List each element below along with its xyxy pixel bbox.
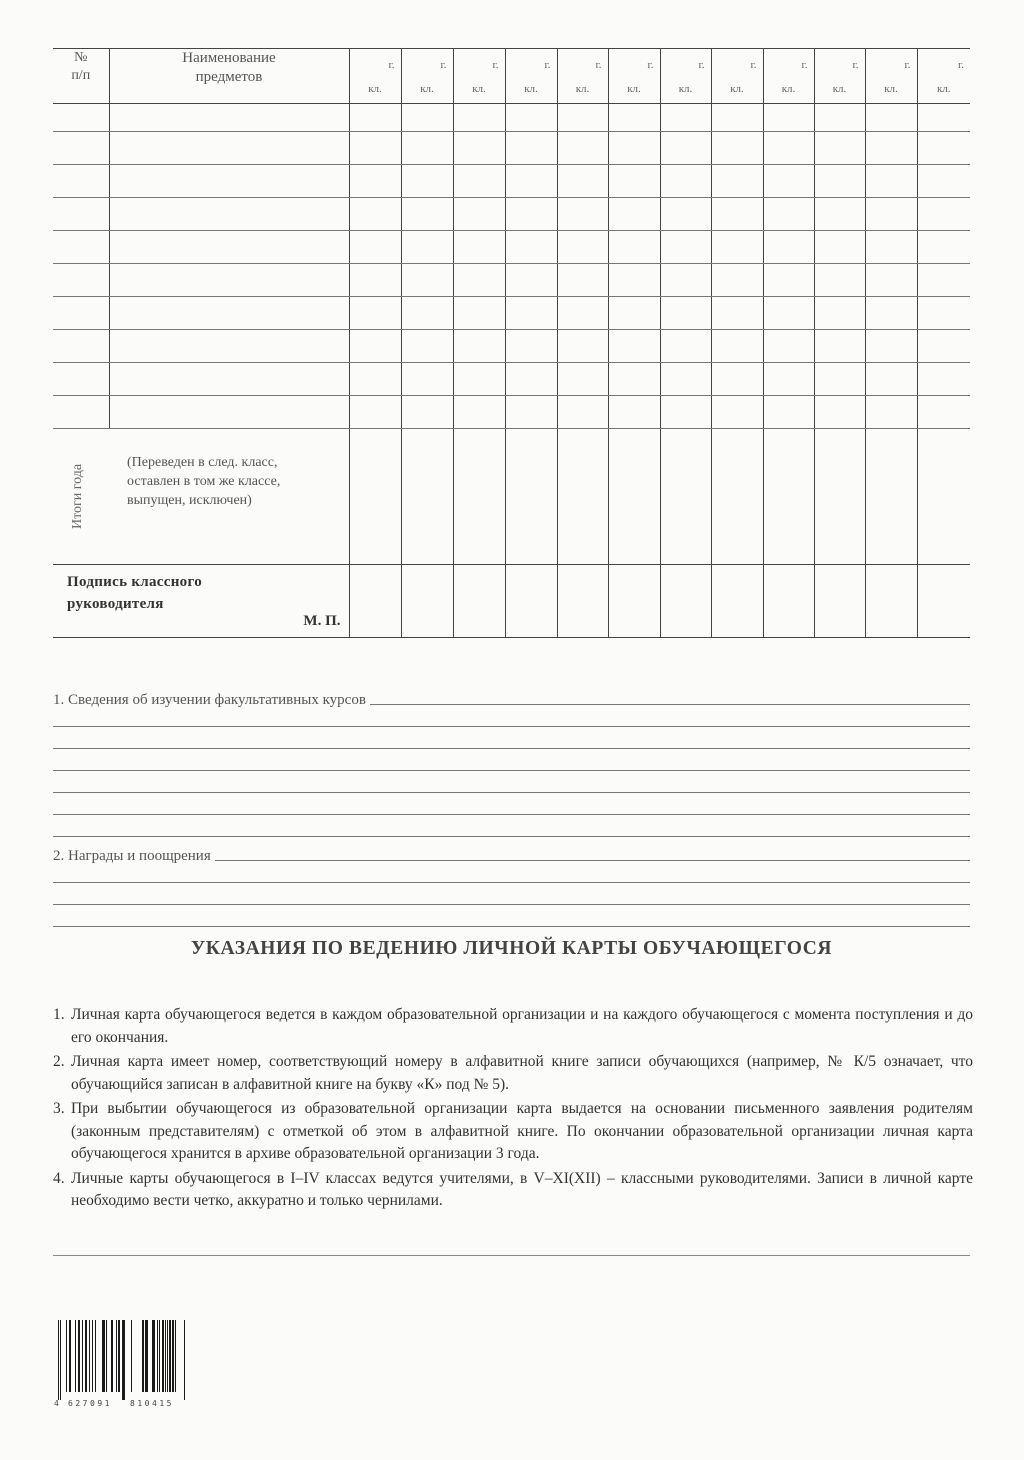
- grade-cell[interactable]: [505, 264, 557, 297]
- grade-cell[interactable]: [865, 396, 917, 429]
- header-year-column: [763, 49, 814, 104]
- grade-cell[interactable]: [660, 330, 711, 363]
- fill-line: [53, 749, 970, 771]
- instruction-number: 2.: [53, 1053, 65, 1070]
- header-year-column: [505, 49, 557, 104]
- grade-cell[interactable]: [401, 198, 453, 231]
- grade-cell[interactable]: [557, 231, 608, 264]
- grade-cell[interactable]: [711, 231, 763, 264]
- table-row: [53, 264, 970, 297]
- grade-cell[interactable]: [401, 396, 453, 429]
- grade-cell[interactable]: [453, 330, 505, 363]
- class-label: кл.: [420, 83, 434, 95]
- fill-line: [53, 905, 970, 927]
- grade-cell[interactable]: [763, 363, 814, 396]
- grade-cell[interactable]: [660, 231, 711, 264]
- grade-cell[interactable]: [557, 297, 608, 330]
- grade-cell[interactable]: [917, 297, 970, 330]
- grade-cell[interactable]: [349, 165, 401, 198]
- grade-cell[interactable]: [608, 396, 660, 429]
- barcode-digits: 627091: [68, 1399, 112, 1408]
- instruction-text: Личные карты обучающегося в I–IV классах ведутся учителями, в V–XI(XII) – классными руководителями. Записи в личной карте необходимо вести четко, аккуратно и только чернилами.: [71, 1169, 973, 1209]
- instruction-text: Личная карта имеет номер, соответствующий номеру в алфавитной книге записи обучающихся (например, № К/5 означает, что обучающийся записан в алфавитной книге на букву «К» под № 5).: [71, 1053, 973, 1093]
- year-label: г.: [440, 59, 447, 71]
- grade-cell[interactable]: [349, 132, 401, 165]
- grade-cell[interactable]: [763, 396, 814, 429]
- grade-cell[interactable]: [763, 198, 814, 231]
- grade-cell[interactable]: [557, 363, 608, 396]
- table-row: [53, 198, 970, 231]
- grade-cell[interactable]: [349, 231, 401, 264]
- itogi-grade-cell[interactable]: [557, 429, 608, 565]
- row-number-cell[interactable]: [53, 396, 109, 429]
- year-label: г.: [698, 59, 705, 71]
- class-label: кл.: [575, 83, 590, 95]
- grade-cell[interactable]: [814, 104, 865, 132]
- year-label: г.: [904, 59, 911, 71]
- itogi-note: (Переведен в след. класс, оставлен в том же классе, выпущен, исключен): [127, 455, 281, 508]
- header-year-column: [660, 49, 711, 104]
- subject-cell[interactable]: [109, 132, 349, 165]
- grade-cell[interactable]: [711, 104, 763, 132]
- subject-cell[interactable]: [109, 104, 349, 132]
- awards-label: 2. Награды и поощрения: [53, 848, 211, 864]
- grade-cell[interactable]: [660, 132, 711, 165]
- signature-label-line1: Подпись классного: [67, 574, 203, 590]
- grade-cell[interactable]: [557, 198, 608, 231]
- row-number-cell[interactable]: [53, 264, 109, 297]
- grade-cell[interactable]: [608, 330, 660, 363]
- itogi-cell: [53, 429, 349, 565]
- grade-cell[interactable]: [763, 132, 814, 165]
- grade-cell[interactable]: [917, 165, 970, 198]
- year-label: г.: [492, 59, 499, 71]
- grade-cell[interactable]: [453, 198, 505, 231]
- grade-cell[interactable]: [814, 231, 865, 264]
- grade-cell[interactable]: [505, 198, 557, 231]
- section-optional-courses: [53, 684, 970, 837]
- header-year-column: [608, 49, 660, 104]
- instructions-title: УКАЗАНИЯ ПО ВЕДЕНИЮ ЛИЧНОЙ КАРТЫ ОБУЧАЮЩЕГОСЯ: [190, 938, 833, 959]
- grade-cell[interactable]: [401, 264, 453, 297]
- grade-cell[interactable]: [763, 264, 814, 297]
- grade-cell[interactable]: [917, 132, 970, 165]
- grade-cell[interactable]: [401, 330, 453, 363]
- grade-cell[interactable]: [401, 165, 453, 198]
- grade-cell[interactable]: [917, 330, 970, 363]
- instruction-text: Личная карта обучающегося ведется в каждом образовательной организации и на каждого обучающегося с момента поступления и до его окончания.: [71, 1006, 973, 1046]
- year-label: г.: [595, 59, 602, 71]
- grade-cell[interactable]: [814, 198, 865, 231]
- year-label: г.: [957, 59, 964, 71]
- grade-cell[interactable]: [453, 132, 505, 165]
- instruction-text: При выбытии обучающегося из образовательной организации карта выдается на основании письменного заявления родителям (законным представителям) с отметкой об этом в алфавитной книге. По окончании образовательной организации личная карта обучающегося хранится в архиве образовательной организации 3 года.: [71, 1100, 973, 1162]
- grades-table: [53, 48, 970, 638]
- table-header-row: [53, 49, 970, 104]
- year-label: г.: [750, 59, 757, 71]
- signature-grade-cell[interactable]: [557, 565, 608, 638]
- grade-cell[interactable]: [608, 264, 660, 297]
- grade-cell[interactable]: [763, 104, 814, 132]
- table-row: [53, 363, 970, 396]
- subject-cell[interactable]: [109, 198, 349, 231]
- year-label: г.: [544, 59, 551, 71]
- grade-cell[interactable]: [865, 165, 917, 198]
- grade-cell[interactable]: [608, 198, 660, 231]
- grade-cell[interactable]: [814, 297, 865, 330]
- header-number: [53, 49, 109, 104]
- table-row: [53, 104, 970, 132]
- class-label: кл.: [368, 83, 382, 95]
- grade-cell[interactable]: [865, 132, 917, 165]
- signature-grade-cell[interactable]: [711, 565, 763, 638]
- grade-cell[interactable]: [917, 363, 970, 396]
- grade-cell[interactable]: [711, 165, 763, 198]
- row-number-cell[interactable]: [53, 231, 109, 264]
- row-number-cell[interactable]: [53, 363, 109, 396]
- signature-grade-cell[interactable]: [917, 565, 970, 638]
- grade-cell[interactable]: [814, 330, 865, 363]
- itogi-grade-cell[interactable]: [711, 429, 763, 565]
- grade-cell[interactable]: [349, 330, 401, 363]
- header-number-line1: №: [74, 50, 88, 65]
- grade-cell[interactable]: [917, 396, 970, 429]
- grade-cell[interactable]: [453, 363, 505, 396]
- class-label: кл.: [472, 83, 486, 95]
- itogi-grade-cell[interactable]: [763, 429, 814, 565]
- year-label: г.: [647, 59, 654, 71]
- grade-cell[interactable]: [505, 396, 557, 429]
- grades-table-wrap: [53, 48, 970, 638]
- grade-cell[interactable]: [349, 396, 401, 429]
- grade-cell[interactable]: [349, 104, 401, 132]
- grade-cell[interactable]: [917, 198, 970, 231]
- grade-cell[interactable]: [557, 264, 608, 297]
- grade-cell[interactable]: [557, 396, 608, 429]
- class-label: кл.: [884, 83, 898, 95]
- grade-cell[interactable]: [608, 132, 660, 165]
- class-label: кл.: [627, 83, 641, 95]
- instruction-item: [53, 1051, 973, 1096]
- itogi-grade-cell[interactable]: [349, 429, 401, 565]
- barcode-digits: 4: [54, 1399, 62, 1408]
- grade-cell[interactable]: [711, 363, 763, 396]
- itogi-grade-cell[interactable]: [865, 429, 917, 565]
- table-row: [53, 330, 970, 363]
- table-row: [53, 297, 970, 330]
- header-year-column: [557, 49, 608, 104]
- subject-cell[interactable]: [109, 231, 349, 264]
- instruction-number: 4.: [53, 1169, 65, 1187]
- table-row: [53, 231, 970, 264]
- signature-cell: [53, 565, 349, 638]
- grade-cell[interactable]: [505, 231, 557, 264]
- class-label: кл.: [832, 83, 847, 95]
- barcode-digits: 810415: [130, 1399, 174, 1408]
- awards-lead-line: [53, 840, 970, 864]
- instruction-number: 1.: [53, 1006, 65, 1023]
- grade-cell[interactable]: [711, 264, 763, 297]
- fill-line: [53, 883, 970, 905]
- signature-row: [53, 565, 970, 638]
- grade-cell[interactable]: [505, 330, 557, 363]
- itogi-grade-cell[interactable]: [814, 429, 865, 565]
- grade-cell[interactable]: [865, 297, 917, 330]
- grade-cell[interactable]: [865, 198, 917, 231]
- grade-cell[interactable]: [711, 330, 763, 363]
- optional-courses-lead-line: [53, 684, 970, 708]
- itogi-label: Итоги года: [70, 463, 85, 530]
- stamp-place-label: М. П.: [303, 613, 341, 629]
- instruction-item: [53, 1098, 973, 1166]
- grade-cell[interactable]: [453, 231, 505, 264]
- itogi-grade-cell[interactable]: [401, 429, 453, 565]
- grade-cell[interactable]: [814, 396, 865, 429]
- year-label: г.: [801, 59, 808, 71]
- fill-line: [53, 727, 970, 749]
- grade-cell[interactable]: [505, 132, 557, 165]
- grade-cell[interactable]: [865, 264, 917, 297]
- subject-cell[interactable]: [109, 165, 349, 198]
- grade-cell[interactable]: [711, 198, 763, 231]
- fill-line: [53, 771, 970, 793]
- grade-cell[interactable]: [453, 165, 505, 198]
- class-label: кл.: [678, 83, 693, 95]
- signature-grade-cell[interactable]: [401, 565, 453, 638]
- grade-cell[interactable]: [711, 132, 763, 165]
- grade-cell[interactable]: [608, 104, 660, 132]
- grade-cell[interactable]: [814, 363, 865, 396]
- section-awards: [53, 840, 970, 927]
- row-number-cell[interactable]: [53, 132, 109, 165]
- signature-grade-cell[interactable]: [660, 565, 711, 638]
- grade-cell[interactable]: [401, 231, 453, 264]
- grade-cell[interactable]: [453, 264, 505, 297]
- grade-cell[interactable]: [763, 231, 814, 264]
- row-number-cell[interactable]: [53, 297, 109, 330]
- class-label: кл.: [730, 83, 744, 95]
- class-label: кл.: [524, 83, 538, 95]
- grade-cell[interactable]: [814, 165, 865, 198]
- grade-cell[interactable]: [917, 104, 970, 132]
- grade-cell[interactable]: [711, 297, 763, 330]
- header-year-column: [917, 49, 970, 104]
- itogi-grade-cell[interactable]: [660, 429, 711, 565]
- signature-grade-cell[interactable]: [505, 565, 557, 638]
- itogi-grade-cell[interactable]: [608, 429, 660, 565]
- itogi-row: [53, 429, 970, 565]
- grade-cell[interactable]: [505, 363, 557, 396]
- header-year-column: [401, 49, 453, 104]
- signature-label-line2: руководителя: [67, 596, 164, 612]
- grade-cell[interactable]: [917, 231, 970, 264]
- header-year-column: [453, 49, 505, 104]
- signature-grade-cell[interactable]: [865, 565, 917, 638]
- grade-cell[interactable]: [660, 396, 711, 429]
- grade-cell[interactable]: [917, 264, 970, 297]
- subject-cell[interactable]: [109, 264, 349, 297]
- grade-cell[interactable]: [401, 297, 453, 330]
- grade-cell[interactable]: [453, 104, 505, 132]
- signature-label: [67, 571, 202, 615]
- table-row: [53, 132, 970, 165]
- grade-cell[interactable]: [660, 363, 711, 396]
- fill-line: [53, 815, 970, 837]
- itogi-grade-cell[interactable]: [453, 429, 505, 565]
- signature-grade-cell[interactable]: [814, 565, 865, 638]
- header-year-column: [349, 49, 401, 104]
- itogi-grade-cell[interactable]: [917, 429, 970, 565]
- grade-cell[interactable]: [349, 198, 401, 231]
- grade-cell[interactable]: [453, 396, 505, 429]
- grade-cell[interactable]: [608, 363, 660, 396]
- header-year-column: [865, 49, 917, 104]
- bottom-divider: [53, 1255, 970, 1256]
- row-number-cell[interactable]: [53, 104, 109, 132]
- grade-cell[interactable]: [401, 363, 453, 396]
- grade-cell[interactable]: [814, 132, 865, 165]
- grade-cell[interactable]: [865, 363, 917, 396]
- grade-cell[interactable]: [814, 264, 865, 297]
- grade-cell[interactable]: [865, 330, 917, 363]
- grade-cell[interactable]: [557, 165, 608, 198]
- subject-cell[interactable]: [109, 330, 349, 363]
- grade-cell[interactable]: [660, 104, 711, 132]
- fill-line: [53, 793, 970, 815]
- grade-cell[interactable]: [453, 297, 505, 330]
- grade-cell[interactable]: [865, 231, 917, 264]
- grade-cell[interactable]: [608, 231, 660, 264]
- optional-courses-label: 1. Сведения об изучении факультативных курсов: [53, 692, 366, 708]
- class-label: кл.: [781, 83, 796, 95]
- grade-cell[interactable]: [763, 165, 814, 198]
- grade-cell[interactable]: [349, 297, 401, 330]
- grade-cell[interactable]: [608, 165, 660, 198]
- year-label: г.: [852, 59, 859, 71]
- grade-cell[interactable]: [660, 264, 711, 297]
- grade-cell[interactable]: [660, 198, 711, 231]
- instruction-item: [53, 1004, 973, 1049]
- grade-cell[interactable]: [865, 104, 917, 132]
- fill-line: [53, 705, 970, 727]
- barcode-image: [54, 1320, 189, 1408]
- instruction-item: [53, 1168, 973, 1213]
- header-year-column: [814, 49, 865, 104]
- grade-cell[interactable]: [711, 396, 763, 429]
- table-row: [53, 165, 970, 198]
- grade-cell[interactable]: [505, 297, 557, 330]
- header-year-column: [711, 49, 763, 104]
- table-row: [53, 396, 970, 429]
- row-number-cell[interactable]: [53, 165, 109, 198]
- header-number-line2: п/п: [71, 68, 91, 83]
- signature-grade-cell[interactable]: [608, 565, 660, 638]
- table-body: [53, 104, 970, 638]
- year-label: г.: [388, 59, 395, 71]
- grade-cell[interactable]: [505, 104, 557, 132]
- itogi-grade-cell[interactable]: [505, 429, 557, 565]
- row-number-cell[interactable]: [53, 330, 109, 363]
- grade-cell[interactable]: [660, 297, 711, 330]
- signature-grade-cell[interactable]: [453, 565, 505, 638]
- header-subjects-line1: Наименование: [182, 50, 276, 66]
- grade-cell[interactable]: [505, 165, 557, 198]
- subject-cell[interactable]: [109, 396, 349, 429]
- grade-cell[interactable]: [349, 363, 401, 396]
- grade-cell[interactable]: [401, 132, 453, 165]
- grade-cell[interactable]: [608, 297, 660, 330]
- grade-cell[interactable]: [349, 264, 401, 297]
- signature-grade-cell[interactable]: [763, 565, 814, 638]
- grade-cell[interactable]: [763, 330, 814, 363]
- grade-cell[interactable]: [557, 132, 608, 165]
- row-number-cell[interactable]: [53, 198, 109, 231]
- subject-cell[interactable]: [109, 297, 349, 330]
- grade-cell[interactable]: [401, 104, 453, 132]
- grade-cell[interactable]: [660, 165, 711, 198]
- header-subjects-line2: предметов: [195, 69, 263, 85]
- header-subjects: [109, 49, 349, 104]
- subject-cell[interactable]: [109, 363, 349, 396]
- instruction-number: 3.: [53, 1100, 65, 1117]
- signature-grade-cell[interactable]: [349, 565, 401, 638]
- class-label: кл.: [936, 83, 951, 95]
- grade-cell[interactable]: [763, 297, 814, 330]
- instructions-list: [53, 1004, 973, 1215]
- fill-line: [53, 861, 970, 883]
- grade-cell[interactable]: [557, 330, 608, 363]
- grade-cell[interactable]: [557, 104, 608, 132]
